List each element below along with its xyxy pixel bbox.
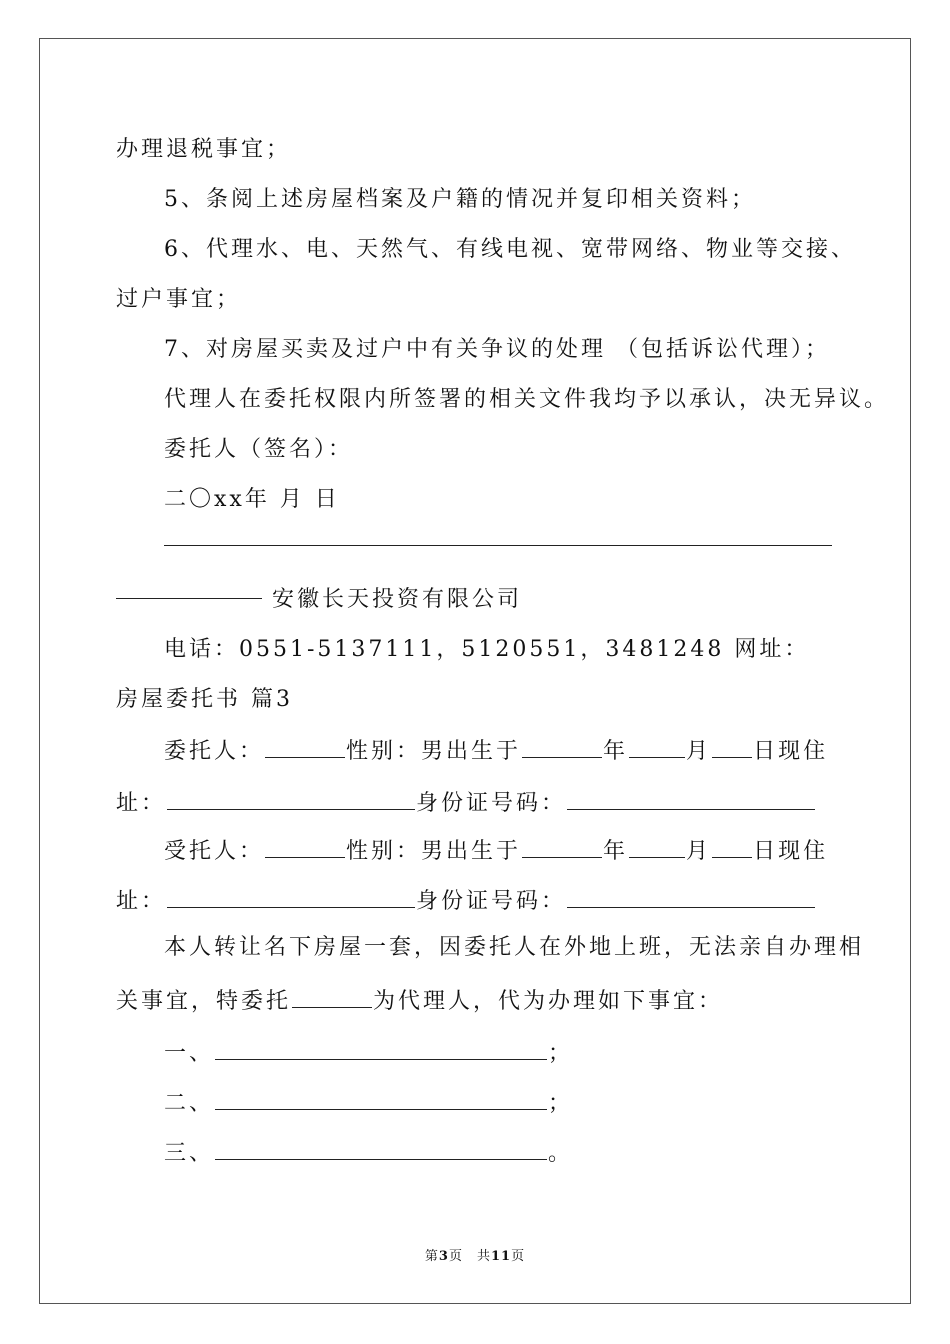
address-label: 址： <box>116 791 167 816</box>
page-total: 11 <box>490 1249 512 1264</box>
item-punct: ； <box>548 1091 574 1116</box>
item-number: 二、 <box>164 1091 215 1116</box>
text-line: 5、条阅上述房屋档案及户籍的情况并复印相关资料； <box>164 187 756 212</box>
client-row <box>164 735 828 767</box>
birth-year-blank[interactable] <box>522 735 602 758</box>
gender-label: 性别：男出生于 <box>346 839 522 864</box>
item-blank[interactable] <box>215 1087 547 1110</box>
item-number: 三、 <box>164 1141 215 1166</box>
text-line: 过户事宜； <box>116 287 242 312</box>
day-address-label: 日现住 <box>753 739 829 764</box>
gender-label: 性别：男出生于 <box>346 739 522 764</box>
item-blank[interactable] <box>215 1037 547 1060</box>
agent-id-blank[interactable] <box>567 885 815 908</box>
agent-name-blank[interactable] <box>265 835 345 858</box>
contact-line: 电话：0551-5137111，5120551，3481248 网址： <box>164 637 810 662</box>
paragraph-text: 为代理人，代为办理如下事宜： <box>373 989 724 1014</box>
item-number: 一、 <box>164 1041 215 1066</box>
delegate-name-blank[interactable] <box>292 985 372 1008</box>
day-address-label: 日现住 <box>753 839 829 864</box>
client-label: 委托人： <box>164 739 265 764</box>
address-label: 址： <box>116 889 167 914</box>
birth-year-blank[interactable] <box>522 835 602 858</box>
separator-rule <box>164 545 832 546</box>
birth-day-blank[interactable] <box>712 735 752 758</box>
text-line: 7、对房屋买卖及过户中有关争议的处理 （包括诉讼代理）； <box>164 337 830 362</box>
footer-text: 页 <box>511 1249 526 1264</box>
company-line <box>116 585 522 615</box>
item-row <box>164 1137 573 1169</box>
footer-text: 页 共 <box>448 1249 491 1264</box>
text-line: 办理退税事宜； <box>116 137 292 162</box>
page-number: 3 <box>438 1249 449 1264</box>
birth-month-blank[interactable] <box>629 835 685 858</box>
client-address-blank[interactable] <box>167 787 415 810</box>
year-label: 年 <box>603 739 629 764</box>
agent-address-blank[interactable] <box>167 885 415 908</box>
item-row <box>164 1087 573 1119</box>
agent-label: 受托人： <box>164 839 265 864</box>
item-row <box>164 1037 573 1069</box>
signature-line: 委托人（签名）： <box>164 437 354 462</box>
agent-row <box>164 835 828 867</box>
birth-day-blank[interactable] <box>712 835 752 858</box>
month-label: 月 <box>686 739 712 764</box>
item-blank[interactable] <box>215 1137 547 1160</box>
item-punct: ； <box>548 1041 574 1066</box>
text-line: 6、代理水、电、天然气、有线电视、宽带网络、物业等交接、 <box>164 237 856 262</box>
text-line: 代理人在委托权限内所签署的相关文件我均予以承认，决无异议。 <box>164 387 890 412</box>
paragraph-line <box>116 985 723 1017</box>
footer-text: 第 <box>424 1249 439 1264</box>
agent-address-row <box>116 885 816 917</box>
id-label: 身份证号码： <box>416 791 567 816</box>
section-title: 房屋委托书 篇3 <box>116 687 293 712</box>
client-id-blank[interactable] <box>567 787 815 810</box>
client-address-row <box>116 787 816 819</box>
birth-month-blank[interactable] <box>629 735 685 758</box>
paragraph-line: 本人转让名下房屋一套，因委托人在外地上班，无法亲自办理相 <box>164 935 865 960</box>
paragraph-text: 关事宜，特委托 <box>116 989 292 1014</box>
item-punct: 。 <box>548 1141 574 1166</box>
year-label: 年 <box>603 839 629 864</box>
page-footer <box>0 1248 950 1266</box>
separator-rule-short <box>116 598 262 599</box>
company-name: 安徽长天投资有限公司 <box>272 587 523 612</box>
client-name-blank[interactable] <box>265 735 345 758</box>
id-label: 身份证号码： <box>416 889 567 914</box>
month-label: 月 <box>686 839 712 864</box>
date-line: 二〇xx年 月 日 <box>164 487 340 512</box>
